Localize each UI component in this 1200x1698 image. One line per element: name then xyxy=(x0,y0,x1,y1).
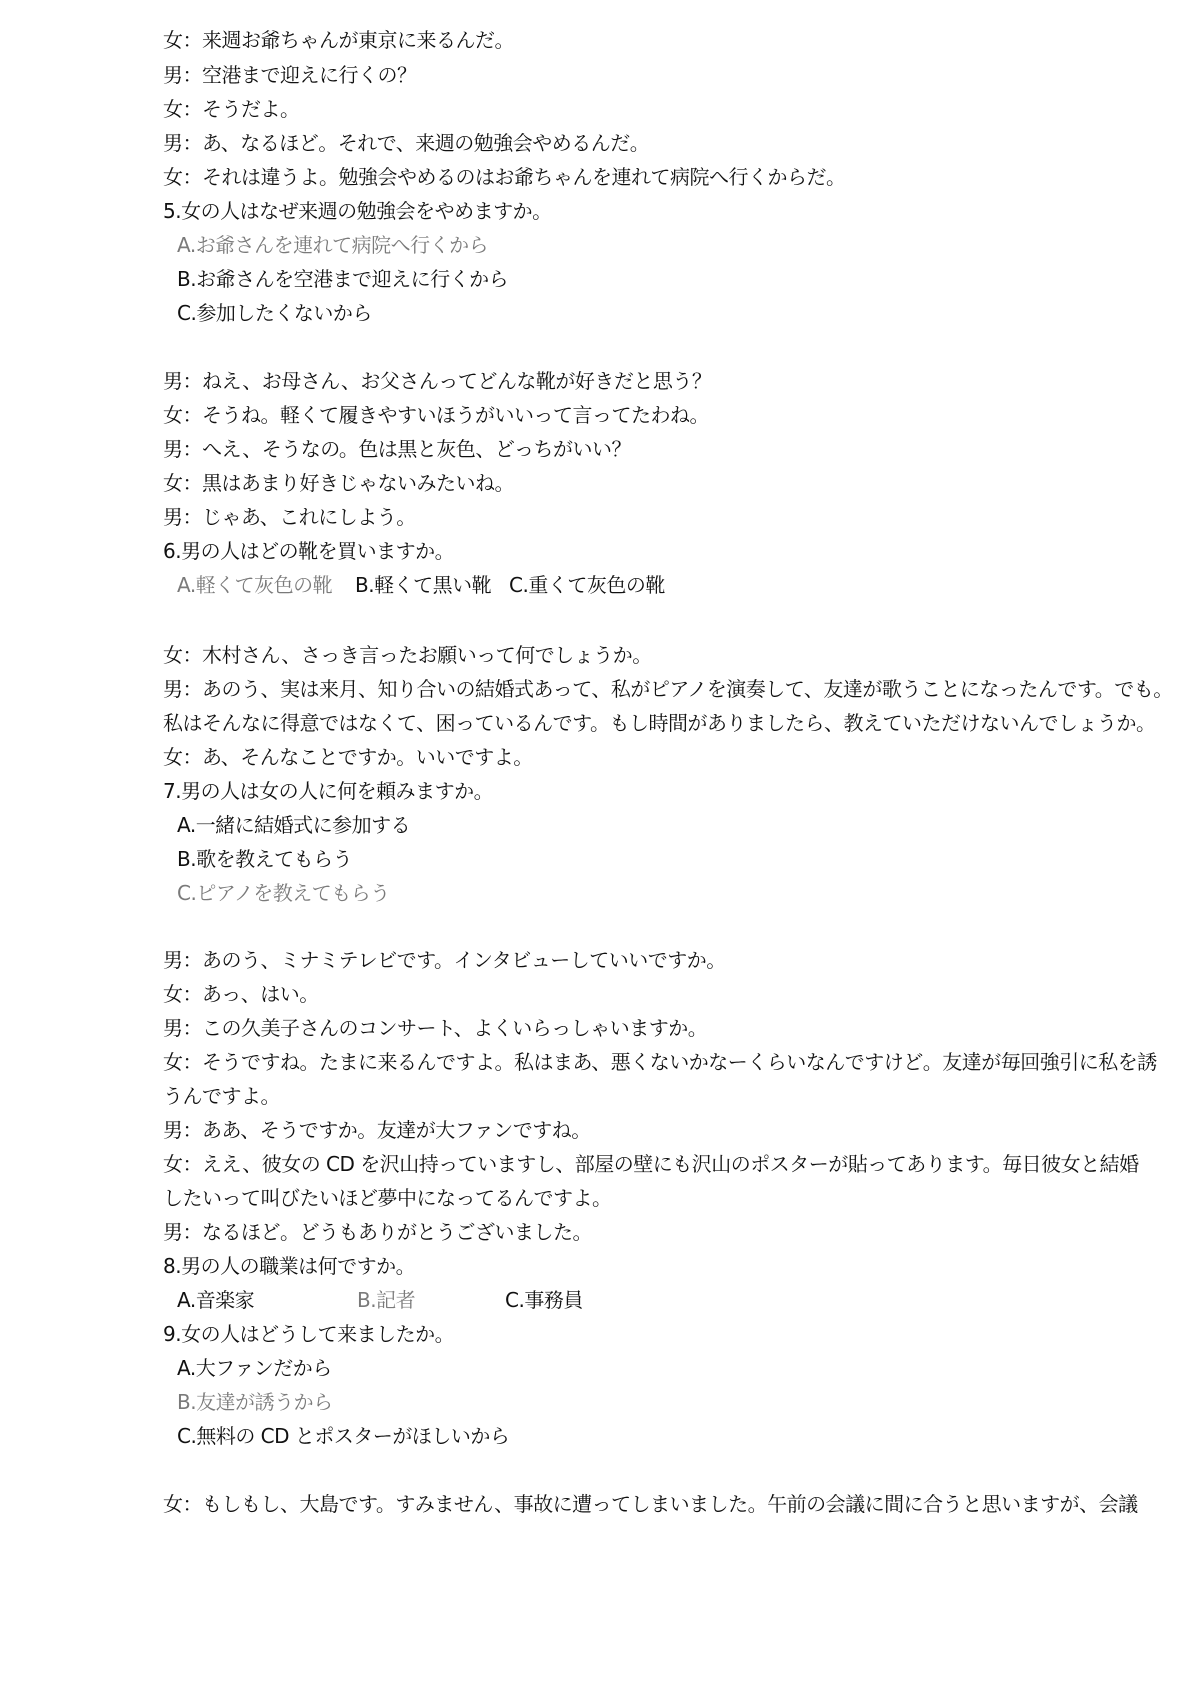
question-8-option-a: A.音楽家 xyxy=(177,1288,255,1312)
question-9: 9.女の人はどうして来ましたか。 xyxy=(163,1322,455,1346)
question-5-option-b: B.お爺さんを空港まで迎えに行くから xyxy=(177,267,509,291)
question-7-option-c: C.ピアノを教えてもらう xyxy=(177,881,390,905)
dialogue-line: 私はそんなに得意ではなくて、困っているんです。もし時間がありましたら、教えていただけないんでしょうか。 xyxy=(163,711,1156,735)
question-5-option-a: A.お爺さんを連れて病院へ行くから xyxy=(177,233,489,257)
question-6-option-c: C.重くて灰色の靴 xyxy=(509,573,665,597)
question-9-option-c: C.無料の CD とポスターがほしいから xyxy=(177,1424,510,1448)
dialogue-line: 男：じゃあ、これにしよう。 xyxy=(163,505,416,529)
dialogue-line: 男：あのう、ミナミテレビです。インタビューしていいですか。 xyxy=(163,948,726,972)
dialogue-line: 女：そうですね。たまに来るんですよ。私はまあ、悪くないかなーくらいなんですけど。友達が毎回強引に私を誘 xyxy=(163,1050,1157,1074)
dialogue-line: 男：なるほど。どうもありがとうございました。 xyxy=(163,1220,592,1244)
question-7: 7.男の人は女の人に何を頼みますか。 xyxy=(163,779,494,803)
dialogue-line: 女：それは違うよ。勉強会やめるのはお爺ちゃんを連れて病院へ行くからだ。 xyxy=(163,165,846,189)
question-8-option-c: C.事務員 xyxy=(505,1288,583,1312)
question-6: 6.男の人はどの靴を買いますか。 xyxy=(163,539,455,563)
dialogue-line: 女：あっ、はい。 xyxy=(163,982,319,1006)
dialogue-line: 男：ねえ、お母さん、お父さんってどんな靴が好きだと思う？ xyxy=(163,369,712,393)
dialogue-line: したいって叫びたいほど夢中になってるんですよ。 xyxy=(163,1186,612,1210)
question-6-options xyxy=(177,570,777,600)
dialogue-line: 男：ああ、そうですか。友達が大ファンですね。 xyxy=(163,1118,591,1142)
dialogue-line: 女：あ、そんなことですか。いいですよ。 xyxy=(163,745,533,769)
dialogue-line: うんですよ。 xyxy=(163,1084,280,1108)
dialogue-line: 女：そうね。軽くて履きやすいほうがいいって言ってたわね。 xyxy=(163,403,709,427)
dialogue-line: 女：黒はあまり好きじゃないみたいね。 xyxy=(163,471,514,495)
dialogue-line: 男：あのう、実は来月、知り合いの結婚式あって、私がピアノを演奏して、友達が歌うことになったんです。でも。 xyxy=(163,677,1173,701)
question-5: 5.女の人はなぜ来週の勉強会をやめますか。 xyxy=(163,199,552,223)
dialogue-line: 男：この久美子さんのコンサート、よくいらっしゃいますか。 xyxy=(163,1016,708,1040)
question-7-option-a: A.一緒に結婚式に参加する xyxy=(177,813,411,837)
dialogue-line: 男：空港まで迎えに行くの？ xyxy=(163,63,417,87)
dialogue-line: 女：来週お爺ちゃんが東京に来るんだ。 xyxy=(163,28,514,52)
question-8-option-b: B.記者 xyxy=(357,1288,416,1312)
question-7-option-b: B.歌を教えてもらう xyxy=(177,847,353,871)
question-6-option-a: A.軽くて灰色の靴 xyxy=(177,573,333,597)
question-8: 8.男の人の職業は何ですか。 xyxy=(163,1254,416,1278)
question-9-option-a: A.大ファンだから xyxy=(177,1356,332,1380)
dialogue-line: 女：木村さん、さっき言ったお願いって何でしょうか。 xyxy=(163,643,652,667)
question-6-option-b: B.軽くて黒い靴 xyxy=(355,573,492,597)
dialogue-line: 女：ええ、彼女の CD を沢山持っていますし、部屋の壁にも沢山のポスターが貼ってあります。毎日彼女と結婚 xyxy=(163,1152,1139,1176)
dialogue-line: 女：もしもし、大島です。すみません、事故に遭ってしまいました。午前の会議に間に合うと思いますが、会議 xyxy=(163,1492,1138,1516)
question-9-option-b: B.友達が誘うから xyxy=(177,1390,333,1414)
dialogue-line: 女：そうだよ。 xyxy=(163,97,300,121)
dialogue-line: 男：あ、なるほど。それで、来週の勉強会やめるんだ。 xyxy=(163,131,650,155)
dialogue-line: 男：へえ、そうなの。色は黒と灰色、どっちがいい？ xyxy=(163,437,631,461)
question-8-options xyxy=(177,1285,777,1315)
question-5-option-c: C.参加したくないから xyxy=(177,301,372,325)
